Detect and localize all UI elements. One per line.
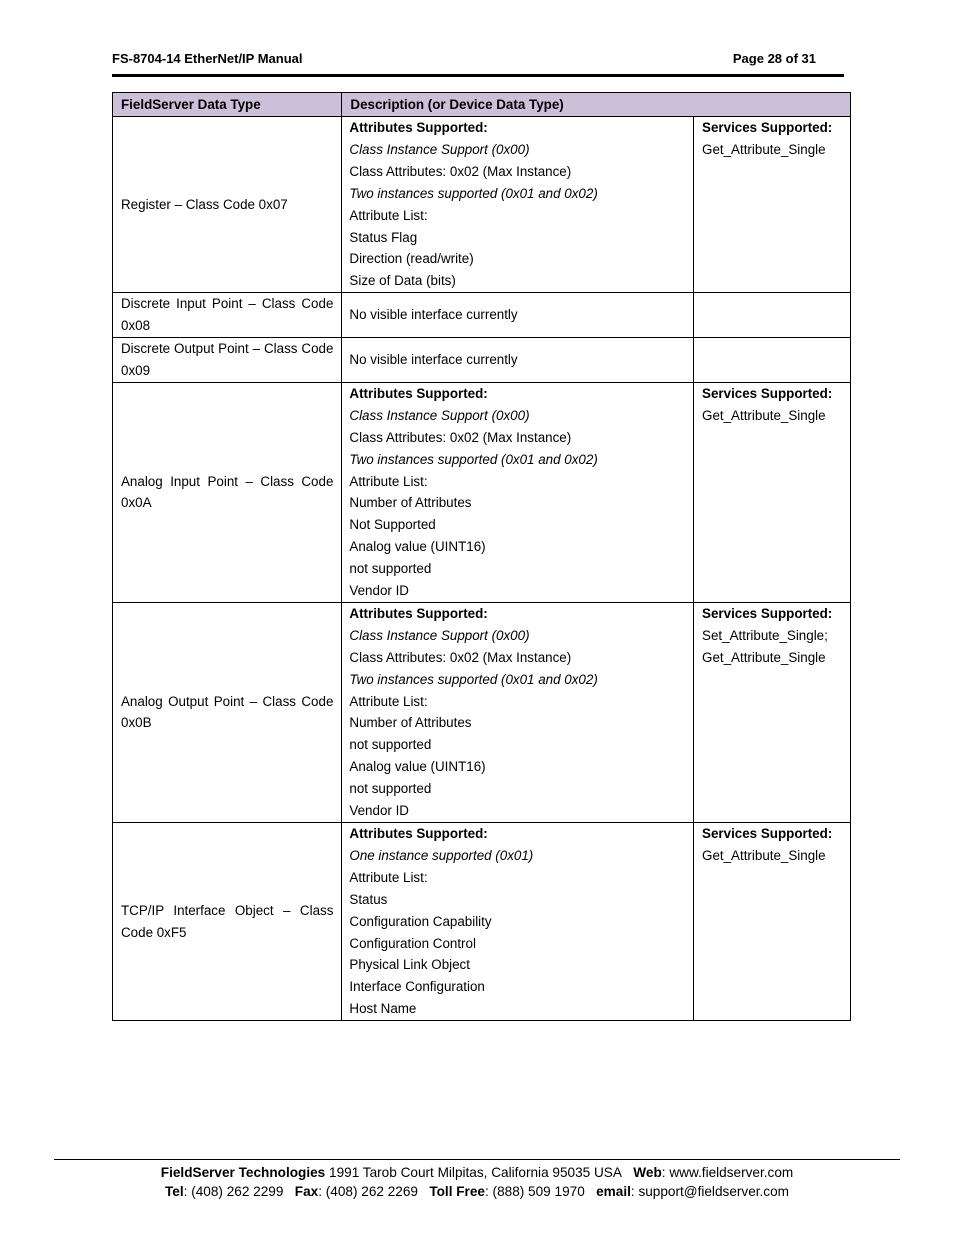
description-line: Size of Data (bits) [349, 273, 456, 289]
description-line: Attribute List: [349, 473, 428, 489]
description-line: Class Instance Support (0x00) [349, 407, 530, 423]
description-line: No visible interface currently [349, 307, 518, 323]
description-line: Attributes Supported: [349, 385, 488, 401]
services-cell [694, 823, 851, 1021]
footer-fax: (408) 262 2269 [325, 1184, 418, 1199]
footer-web-label: Web [633, 1165, 662, 1180]
description-cell [342, 602, 694, 822]
footer-fax-label: Fax [294, 1184, 319, 1199]
services-line: Get_Attribute_Single [702, 649, 826, 665]
footer-email-label: email [596, 1184, 631, 1199]
footer-web-link[interactable]: www.fieldserver.com [669, 1165, 794, 1180]
description-line: Vendor ID [349, 803, 409, 819]
description-line: Two instances supported (0x01 and 0x02) [349, 451, 598, 467]
services-line: Get_Attribute_Single [702, 141, 826, 157]
services-line: Get_Attribute_Single [702, 407, 826, 423]
description-cell [342, 338, 694, 383]
description-line: Status [349, 891, 388, 907]
data-type-cell: Discrete Output Point – Class Code 0x09 [113, 338, 342, 383]
page-footer [54, 1159, 900, 1201]
services-cell [694, 338, 851, 383]
description-line: Attribute List: [349, 207, 428, 223]
description-line: Not Supported [349, 517, 436, 533]
footer-email-link[interactable]: support@fieldserver.com [638, 1184, 789, 1199]
table-row [113, 338, 851, 383]
description-line: Two instances supported (0x01 and 0x02) [349, 671, 598, 687]
footer-address: 1991 Tarob Court Milpitas, California 95035 USA [329, 1165, 622, 1180]
table-row [113, 823, 851, 1021]
description-line: Number of Attributes [349, 715, 472, 731]
table-body [113, 117, 851, 1021]
services-line: Get_Attribute_Single [702, 847, 826, 863]
page-header [112, 50, 844, 77]
footer-tel-label: Tel [165, 1184, 184, 1199]
page-number: Page 28 of 31 [732, 51, 816, 66]
description-line: One instance supported (0x01) [349, 847, 534, 863]
footer-tollfree: (888) 509 1970 [492, 1184, 585, 1199]
footer-tel: (408) 262 2299 [191, 1184, 284, 1199]
description-line: Attributes Supported: [349, 120, 488, 135]
footer-company: FieldServer Technologies [160, 1165, 326, 1180]
table-row [113, 117, 851, 293]
description-line: not supported [349, 561, 432, 577]
table-row [113, 602, 851, 822]
data-type-cell: TCP/IP Interface Object – Class Code 0xF5 [113, 823, 342, 1021]
description-line: Analog value (UINT16) [349, 759, 486, 775]
description-line: Attributes Supported: [349, 605, 488, 621]
col-header-description: Description (or Device Data Type) [342, 93, 851, 117]
description-cell [342, 293, 694, 338]
footer-line-2: Tel: (408) 262 2299 Fax: (408) 262 2269 Toll Free: (888) 509 1970 email: support@fieldserver.com [165, 1184, 789, 1199]
document-title: FS-8704-14 EtherNet/IP Manual [112, 51, 303, 66]
table-row [113, 293, 851, 338]
description-line: Attributes Supported: [349, 826, 488, 841]
services-line: Services Supported: [702, 385, 833, 401]
description-line: Class Instance Support (0x00) [349, 141, 530, 157]
description-cell [342, 823, 694, 1021]
footer-line-1: FieldServer Technologies 1991 Tarob Court Milpitas, California 95035 USA Web: www.fieldserver.com [160, 1165, 794, 1180]
description-line: No visible interface currently [349, 352, 518, 368]
services-line: Services Supported: [702, 605, 833, 621]
col-header-data-type: FieldServer Data Type [113, 93, 342, 117]
services-cell [694, 117, 851, 293]
description-line: Class Attributes: 0x02 (Max Instance) [349, 163, 572, 179]
table-header-row [113, 93, 851, 117]
description-line: Two instances supported (0x01 and 0x02) [349, 185, 598, 201]
description-line: not supported [349, 781, 432, 797]
services-line: Set_Attribute_Single; [702, 627, 828, 643]
data-type-table [112, 92, 851, 1021]
description-line: Vendor ID [349, 583, 409, 599]
description-line: Attribute List: [349, 869, 428, 885]
description-line: Configuration Control [349, 935, 476, 951]
description-line: Attribute List: [349, 693, 428, 709]
description-line: Analog value (UINT16) [349, 539, 486, 555]
data-type-cell: Analog Input Point – Class Code 0x0A [113, 382, 342, 602]
data-type-cell: Register – Class Code 0x07 [113, 117, 342, 293]
description-line: Number of Attributes [349, 495, 472, 511]
services-line: Services Supported: [702, 826, 833, 841]
services-cell [694, 382, 851, 602]
table-row [113, 382, 851, 602]
description-line: not supported [349, 737, 432, 753]
footer-tollfree-label: Toll Free [429, 1184, 485, 1199]
description-cell [342, 382, 694, 602]
description-line: Status Flag [349, 229, 418, 245]
description-line: Configuration Capability [349, 913, 492, 929]
description-line: Class Attributes: 0x02 (Max Instance) [349, 649, 572, 665]
services-line: Services Supported: [702, 120, 833, 135]
description-line: Direction (read/write) [349, 251, 474, 267]
description-cell [342, 117, 694, 293]
description-line: Class Instance Support (0x00) [349, 627, 530, 643]
description-line: Interface Configuration [349, 979, 485, 995]
services-cell [694, 602, 851, 822]
description-line: Host Name [349, 1001, 417, 1017]
description-line: Physical Link Object [349, 957, 470, 973]
data-type-cell: Discrete Input Point – Class Code 0x08 [113, 293, 342, 338]
data-type-cell: Analog Output Point – Class Code 0x0B [113, 602, 342, 822]
description-line: Class Attributes: 0x02 (Max Instance) [349, 429, 572, 445]
services-cell [694, 293, 851, 338]
